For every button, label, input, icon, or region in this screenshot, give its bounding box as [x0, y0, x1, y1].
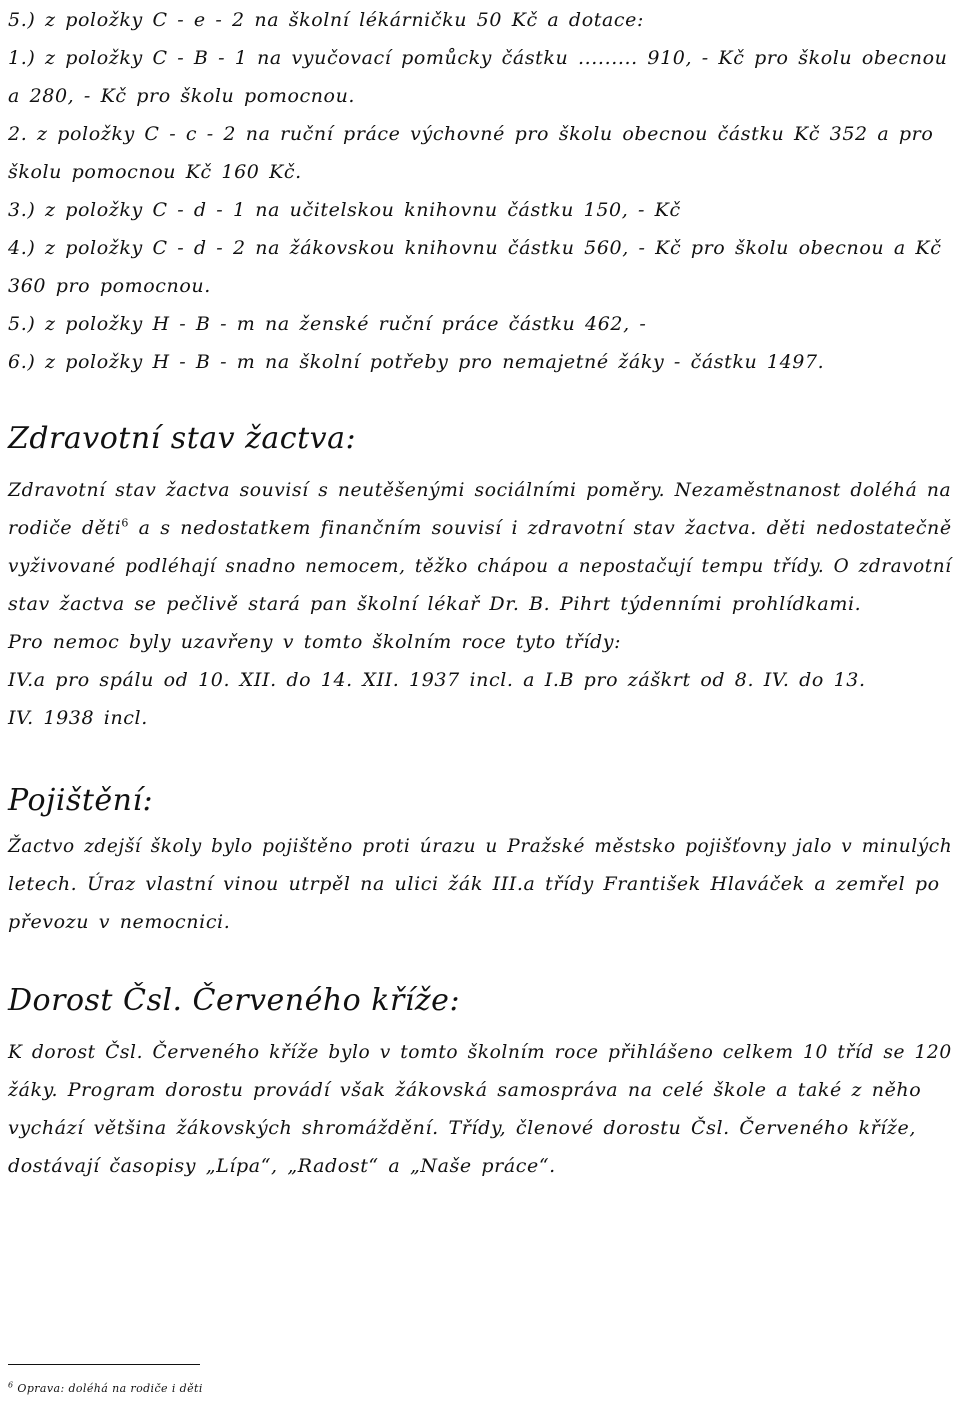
text-line: 2. z položky C - c - 2 na ruční práce výchovné pro školu obecnou částku Kč 352 a pro [8, 123, 934, 145]
text-line: žáky. Program dorostu provádí však žákovská samospráva na celé škole a také z něho [8, 1079, 922, 1101]
text-line: K dorost Čsl. Červeného kříže bylo v tomto školním roce přihlášeno celkem 10 tříd se 120 [8, 1041, 952, 1063]
text-fragment: 910, - Kč pro školu obecnou [647, 47, 948, 69]
footnote-text: Oprava: doléhá na rodiče i děti [17, 1382, 203, 1395]
text-line: stav žactva se pečlivě stará pan školní lékař Dr. B. Pihrt týdenními prohlídkami. [8, 593, 862, 615]
text-fragment: a s nedostatkem finančním souvisí i zdravotní stav žactva. děti nedostatečně [138, 517, 952, 539]
text-fragment: 1.) z položky C - B - 1 na vyučovací pomůcky částku [8, 47, 569, 69]
text-line: a 280, - Kč pro školu pomocnou. [8, 85, 356, 107]
text-line: vychází většina žákovských shromáždění. Třídy, členové dorostu Čsl. Červeného kříže, [8, 1117, 917, 1139]
text-line: 360 pro pomocnou. [8, 275, 211, 297]
footnote [8, 1382, 203, 1396]
footnote-marker: 6 [8, 1380, 14, 1390]
section-heading-redcross: Dorost Čsl. Červeného kříže: [8, 983, 461, 1018]
text-line: 4.) z položky C - d - 2 na žákovskou knihovnu částku 560, - Kč pro školu obecnou a Kč [8, 237, 942, 259]
text-line: 6.) z položky H - B - m na školní potřeby pro nemajetné žáky - částku 1497. [8, 351, 825, 373]
section-heading-health: Zdravotní stav žactva: [8, 421, 357, 456]
section-heading-insurance: Pojištění: [8, 783, 154, 818]
text-line: 5.) z položky H - B - m na ženské ruční práce částku 462, - [8, 313, 647, 335]
text-line: dostávají časopisy „Lípa“, „Radost“ a „Naše práce“. [8, 1155, 556, 1177]
text-line: IV. 1938 incl. [8, 707, 148, 729]
footnote-ref: 6 [121, 516, 130, 530]
text-line: 5.) z položky C - e - 2 na školní lékárničku 50 Kč a dotace: [8, 9, 644, 31]
text-line: školu pomocnou Kč 160 Kč. [8, 161, 302, 183]
text-line: IV.a pro spálu od 10. XII. do 14. XII. 1937 incl. a I.B pro záškrt od 8. IV. do 13. [8, 669, 866, 691]
text-line: 3.) z položky C - d - 1 na učitelskou knihovnu částku 150, - Kč [8, 199, 681, 221]
leader-dots: ......... [578, 47, 638, 69]
text-line: převozu v nemocnici. [8, 911, 231, 933]
text-line [8, 516, 952, 540]
text-line: Pro nemoc byly uzavřeny v tomto školním roce tyto třídy: [8, 631, 622, 653]
text-fragment: rodiče děti [8, 517, 122, 539]
footnote-divider [8, 1364, 200, 1365]
text-line [8, 46, 947, 70]
text-line: vyživované podléhají snadno nemocem, těžko chápou a nepostačují tempu třídy. O zdravotní [8, 555, 952, 577]
text-line: Zdravotní stav žactva souvisí s neutěšenými sociálními poměry. Nezaměstnanost doléhá na [8, 479, 952, 501]
text-line: letech. Úraz vlastní vinou utrpěl na ulici žák III.a třídy František Hlaváček a zemřel po [8, 873, 940, 895]
text-line: Žactvo zdejší školy bylo pojištěno proti úrazu u Pražské městsko pojišťovny jalo v minulých [8, 835, 953, 857]
